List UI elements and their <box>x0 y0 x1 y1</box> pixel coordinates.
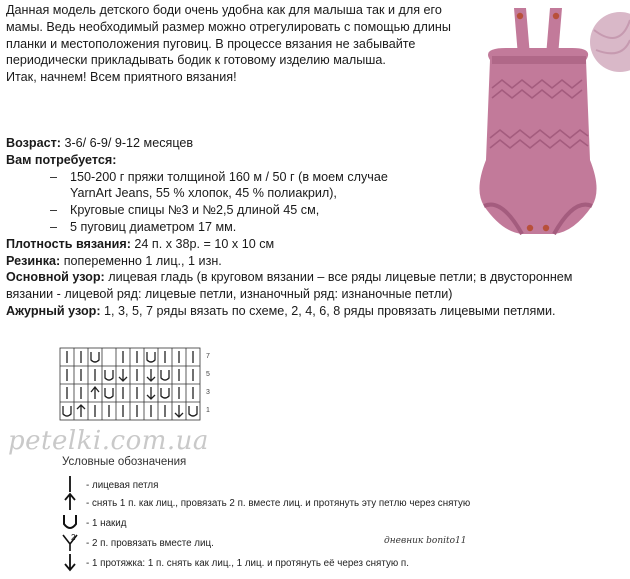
list-dash: – <box>50 169 58 184</box>
row-number: 5 <box>206 371 210 378</box>
list-item <box>6 219 626 236</box>
rib-label: Резинка: <box>6 253 61 268</box>
materials-label: Вам потребуется: <box>6 152 117 167</box>
lace-pattern-value: 1, 3, 5, 7 ряды вязать по схеме, 2, 4, 6, 8 ряды провязать лицевыми петлями. <box>100 303 556 318</box>
svg-text:2: 2 <box>71 533 76 542</box>
main-pattern-value-cont: вязании - лицевой ряд: лицевые петли, изнаночный ряд: изнаночные петли) <box>6 287 453 302</box>
list-item <box>6 169 626 203</box>
legend-text: - 1 накид <box>86 518 127 529</box>
main-pattern-value: лицевая гладь (в круговом вязании – все ряды лицевые петли; в двустороннем <box>104 270 573 285</box>
main-pattern-row-cont <box>6 286 626 303</box>
row-number: 1 <box>206 407 210 414</box>
density-label: Плотность вязания: <box>6 236 131 251</box>
main-pattern-label: Основной узор: <box>6 270 105 285</box>
strap-button <box>553 13 559 19</box>
list-dash: – <box>50 203 58 218</box>
materials-list <box>6 169 626 236</box>
pattern-specs <box>6 135 626 320</box>
list-item-text: 150-200 г пряжи толщиной 160 м / 50 г (в моем случае <box>70 169 388 184</box>
k2tog-icon <box>60 532 80 552</box>
intro-paragraph: Данная модель детского боди очень удобна как для малыша так и для его мамы. Ведь необходимый размер можно отрегулировать с помощью длины планки и местоположения пуговиц. В процессе вязания не забывайте периодически прикладывать бодик к готовому изделию малыша. <box>6 3 451 68</box>
intro-greeting: Итак, начнем! Всем приятного вязания! <box>6 70 237 85</box>
row-number: 7 <box>206 353 210 360</box>
legend-text: - 2 п. провязать вместе лиц. <box>86 538 214 549</box>
materials-heading <box>6 152 626 169</box>
legend-text: - 1 протяжка: 1 п. снять как лиц., 1 лиц. и протянуть её через снятую п. <box>86 558 409 569</box>
age-value: 3-6/ 6-9/ 9-12 месяцев <box>60 136 194 150</box>
knitting-chart <box>58 346 216 426</box>
rib-row <box>6 253 626 270</box>
age-label: Возраст: <box>6 136 61 150</box>
lace-pattern-label: Ажурный узор: <box>6 303 101 318</box>
yarn-over-icon <box>60 512 80 532</box>
knit-stitch-icon <box>60 474 80 494</box>
list-dash: – <box>50 219 58 234</box>
chart-grid <box>58 346 216 426</box>
list-item-text-cont: YarnArt Jeans, 55 % хлопок, 45 % полиакрил), <box>70 186 337 201</box>
skp-arrow-down-icon <box>60 552 80 572</box>
legend-text: - снять 1 п. как лиц., провязать 2 п. вместе лиц. и протянуть эту петлю через снятую <box>86 498 471 509</box>
list-item-text: Круговые спицы №3 и №2,5 длиной 45 см, <box>70 203 320 218</box>
lace-pattern-row <box>6 303 626 320</box>
main-pattern-row <box>6 269 626 286</box>
rib-value: попеременно 1 лиц., 1 изн. <box>60 253 222 268</box>
ssk-arrow-up-icon <box>60 492 80 512</box>
signature: дневник bonito11 <box>384 536 467 546</box>
watermark: petelki.com.ua <box>8 426 209 456</box>
list-item-text: 5 пуговиц диаметром 17 мм. <box>70 219 237 234</box>
intro-text <box>6 2 461 86</box>
density-value: 24 п. х 38р. = 10 х 10 см <box>130 236 275 251</box>
list-item <box>6 202 626 219</box>
row-number: 3 <box>206 389 210 396</box>
strap-button <box>517 13 523 19</box>
density-row <box>6 236 626 253</box>
legend-title: Условные обозначения <box>62 456 187 468</box>
legend-text: - лицевая петля <box>86 480 159 491</box>
age-row <box>6 135 626 152</box>
yarn-ball <box>590 12 630 72</box>
